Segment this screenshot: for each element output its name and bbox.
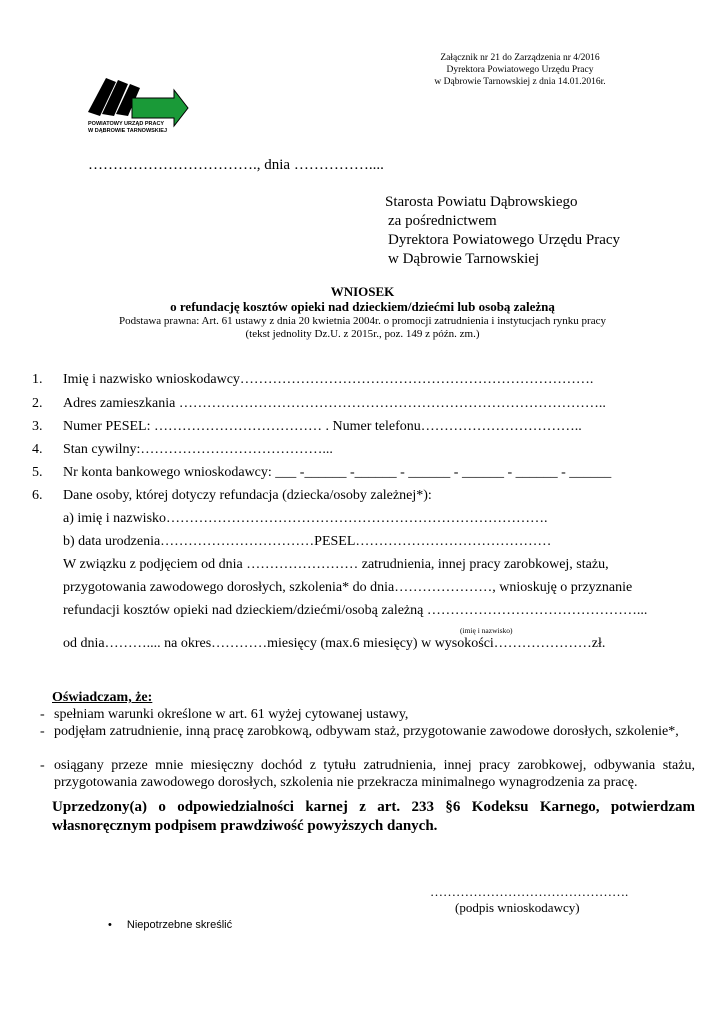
document-title: WNIOSEK <box>330 284 395 299</box>
item-number: 5. <box>32 465 43 480</box>
item-number: 2. <box>32 396 43 411</box>
annex-line: Dyrektora Powiatowego Urzędu Pracy <box>446 65 594 75</box>
declaration-text: osiągany przeze mnie miesięczny dochód z tytułu zatrudnienia, innej pracy zarobkowej, odbywania stażu, przygotowania zawodowego dorosłych, szkolenia nie przekracza minimalnego wynagrodzenia za pracę. <box>54 758 695 790</box>
declaration-text: podjęłam zatrudnienie, inną pracę zarobkową, odbywam staż, przygotowanie zawodowe dorosłych, szkolenie*, <box>54 724 679 739</box>
item-number: 6. <box>32 488 43 503</box>
logo-caption-line: POWIATOWY URZĄD PRACY <box>88 121 165 127</box>
item-text: Dane osoby, której dotyczy refundacja (dziecka/osoby zależnej*): <box>63 488 432 503</box>
addressee-line: w Dąbrowie Tarnowskiej <box>388 251 540 267</box>
logo-caption <box>88 121 167 135</box>
declaration-text: spełniam warunki określone w art. 61 wyżej cytowanej ustawy, <box>54 707 409 722</box>
declaration-item <box>40 723 695 740</box>
footnote-text: Niepotrzebne skreślić <box>126 919 233 931</box>
paragraph-text: refundacji kosztów opieki nad dzieckiem/dziećmi/osobą zależną ………………………………………... <box>63 603 648 618</box>
addressee-line: Starosta Powiatu Dąbrowskiego <box>385 194 578 210</box>
declaration-heading: Oświadczam, że: <box>52 690 153 705</box>
addressee-block <box>385 193 620 269</box>
document-subtitle: o refundację kosztów opieki nad dzieckiem/dziećmi lub osobą zależną <box>170 299 555 314</box>
annex-note <box>395 52 645 88</box>
annex-line: w Dąbrowie Tarnowskiej z dnia 14.01.2016r. <box>434 77 606 87</box>
subitem-text: b) data urodzenia……………………………PESEL…………………………………… <box>63 534 552 549</box>
item-text: Nr konta bankowego wnioskodawcy: ___ -______ -______ - ______ - ______ - ______ - ______ <box>63 465 612 480</box>
dash-bullet: - <box>40 758 45 773</box>
annex-line: Załącznik nr 21 do Zarządzenia nr 4/2016 <box>440 53 600 63</box>
legal-basis: Podstawa prawna: Art. 61 ustawy z dnia 20 kwietnia 2004r. o promocji zatrudnienia i instytucjach rynku pracy <box>119 315 606 327</box>
footnote <box>108 919 232 931</box>
dash-bullet: - <box>40 724 45 739</box>
item-text: Imię i nazwisko wnioskodawcy…………………………………………………………………. <box>63 372 594 387</box>
bullet-icon: • <box>108 919 112 931</box>
paragraph-text: W związku z podjęciem od dnia …………………… zatrudnienia, innej pracy zarobkowej, stażu, <box>63 557 609 572</box>
paragraph-text: od dnia……….... na okres…………miesięcy (max.6 miesięcy) w wysokości…………………zł. <box>63 636 606 651</box>
addressee-line: Dyrektora Powiatowego Urzędu Pracy <box>388 232 621 248</box>
item-number: 1. <box>32 372 43 387</box>
criminal-liability-statement: Uprzedzony(a) o odpowiedzialności karnej z art. 233 §6 Kodeksu Karnego, potwierdzam własnoręcznym podpisem prawdziwość powyższych danych. <box>52 799 695 834</box>
item-text: Stan cywilny:…………………………………... <box>63 442 333 457</box>
dash-bullet: - <box>40 707 45 722</box>
paragraph-text: przygotowania zawodowego dorosłych, szkolenia* do dnia…………………, wnioskuję o przyznanie <box>63 580 633 595</box>
item-number: 3. <box>32 419 43 434</box>
item-text: Adres zamieszkania ……………………………………………………………………………….. <box>63 396 606 411</box>
logo-caption-line: W DĄBROWIE TARNOWSKIEJ <box>88 128 168 134</box>
signature-label: (podpis wnioskodawcy) <box>455 900 580 915</box>
signature-line[interactable]: ………………………………………. <box>430 884 629 899</box>
name-field-caption: (imię i nazwisko) <box>460 626 513 635</box>
place-date-field[interactable]: ……………………………., dnia …………….... <box>88 157 384 173</box>
legal-basis-note: (tekst jednolity Dz.U. z 2015r., poz. 149 z późn. zm.) <box>245 328 480 340</box>
addressee-line: za pośrednictwem <box>388 213 497 229</box>
item-number: 4. <box>32 442 43 457</box>
subitem-text: a) imię i nazwisko………………………………………………………………………. <box>63 511 548 526</box>
declaration-item <box>40 706 695 723</box>
item-text: Numer PESEL: ……………………………… . Numer telefonu…………………………….. <box>63 419 582 434</box>
declaration-item <box>40 757 695 791</box>
